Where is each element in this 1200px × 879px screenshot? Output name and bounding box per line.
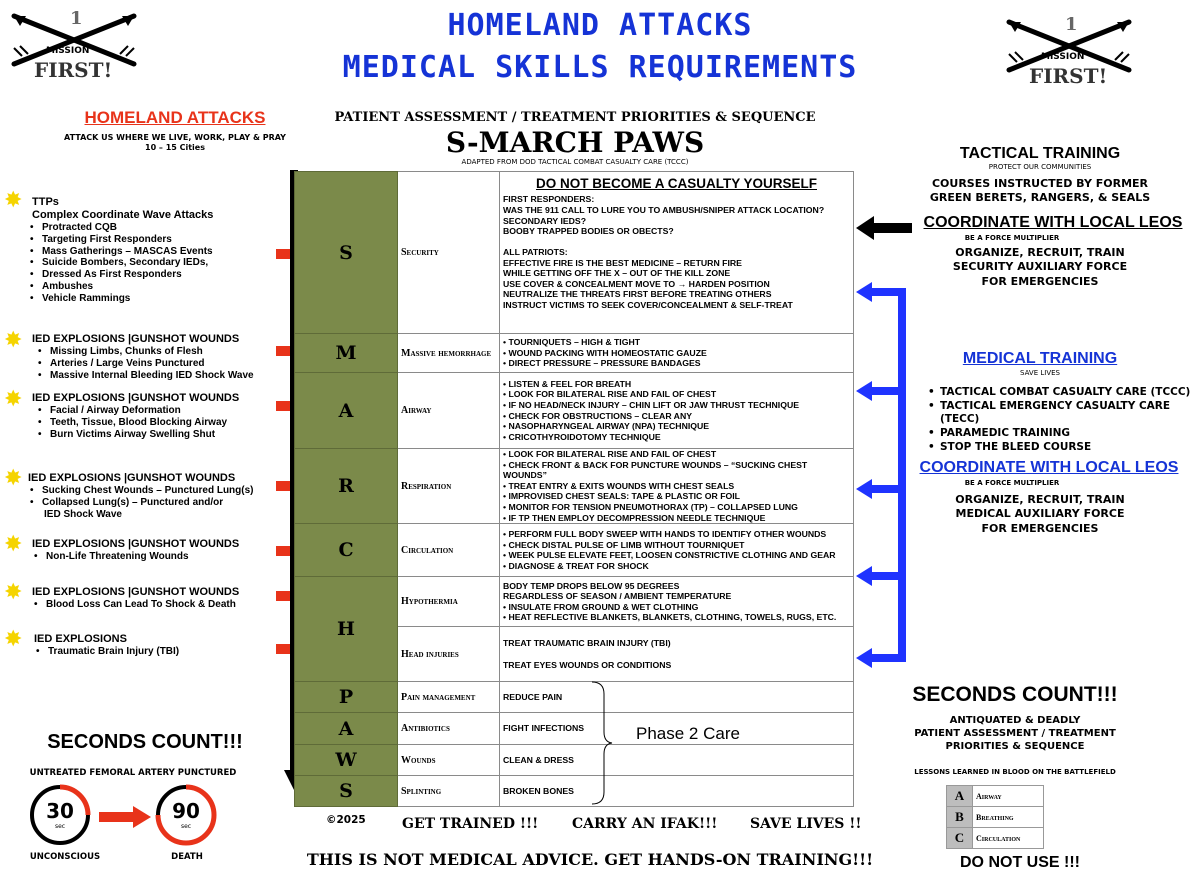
list-item: • Collapsed Lung(s) – Punctured and/or	[42, 497, 254, 509]
coord2-sub: BE A FORCE MULTIPLIER	[964, 479, 1060, 487]
injury-group: IED EXPLOSIONS |GUNSHOT WOUNDS • Missing Limbs, Chunks of Flesh • Arteries / Large Veins Punctured • Massive Internal Bleeding IED Shock Wave	[32, 333, 254, 381]
list-item: • Sucking Chest Wounds – Punctured Lung(s)	[42, 485, 254, 497]
disclaimer: THIS IS NOT MEDICAL ADVICE. GET HANDS-ON TRAINING!!!	[306, 850, 874, 869]
starburst-icon: ✸	[4, 466, 23, 491]
copyright: ©2025	[326, 814, 366, 826]
title-line-1: HOMELAND ATTACKS	[447, 8, 753, 43]
do-not-use: DO NOT USE !!!	[960, 854, 1080, 871]
starburst-icon: ✸	[4, 188, 23, 213]
tactical-title: TACTICAL TRAINING	[959, 145, 1121, 162]
starburst-icon: ✸	[4, 328, 23, 353]
medical-sub: SAVE LIVES	[1020, 369, 1060, 377]
carry-ifak: CARRY AN IFAK!!!	[572, 816, 718, 832]
ttps-block: TTPs Complex Coordinate Wave Attacks • Protracted CQB • Targeting First Responders • Mass Gatherings – MASCAS Events • Suicide Bombers, Secondary IEDs, • Dressed As First Responders • Ambushes • Vehicle Rammings	[32, 196, 213, 305]
list-item: • Suicide Bombers, Secondary IEDs,	[42, 257, 213, 269]
mission-first-logo-right: 1 MISSION FIRST!	[1003, 12, 1143, 94]
coord1-title: COORDINATE WITH LOCAL LEOS	[923, 214, 1183, 231]
list-item: • TACTICAL COMBAT CASUALTY CARE (TCCC)	[940, 386, 1200, 400]
injury-group: IED EXPLOSIONS |GUNSHOT WOUNDS • Facial / Airway Deformation • Teeth, Tissue, Blood Blocking Airway • Burn Victims Airway Swelling Shut	[32, 392, 239, 440]
coord1-desc: ORGANIZE, RECRUIT, TRAIN SECURITY AUXILIARY FORCE FOR EMERGENCIES	[952, 246, 1128, 288]
stopwatch-90-icon: 90 sec	[154, 783, 218, 847]
adapted-note: ADAPTED FROM DOD TACTICAL COMBAT CASUALTY CARE (TCCC)	[461, 158, 689, 166]
blue-bracket-arrows-icon	[856, 280, 912, 672]
medical-title: MEDICAL TRAINING	[962, 350, 1118, 367]
tactical-sub: PROTECT OUR COMMUNITIES	[988, 163, 1092, 171]
list-item: • PARAMEDIC TRAINING	[940, 427, 1200, 441]
get-trained: GET TRAINED !!!	[402, 816, 539, 832]
title-line-2: MEDICAL SKILLS REQUIREMENTS	[342, 50, 858, 85]
list-item: • Arteries / Large Veins Punctured	[50, 358, 254, 370]
center-subtitle: PATIENT ASSESSMENT / TREATMENT PRIORITIES & SEQUENCE	[334, 110, 816, 125]
abc-table	[946, 785, 1044, 849]
black-arrow-icon	[856, 216, 912, 240]
tactical-desc: COURSES INSTRUCTED BY FORMER GREEN BERETS, RANGERS, & SEALS	[929, 177, 1151, 205]
mission-first-logo-left: 1 MISSION FIRST!	[8, 6, 148, 88]
phase2-label: Phase 2 Care	[636, 724, 740, 743]
unconscious-label: UNCONSCIOUS	[29, 852, 101, 862]
list-item: • Blood Loss Can Lead To Shock & Death	[46, 599, 239, 611]
seconds-count-right: SECONDS COUNT!!!	[912, 683, 1118, 706]
starburst-icon: ✸	[4, 387, 23, 412]
starburst-icon: ✸	[4, 627, 23, 652]
brace-icon	[590, 680, 614, 806]
table-row: A Airway • LISTEN & FEEL FOR BREATH • LOOK FOR BILATERAL RISE AND FAIL OF CHEST • IF NO HEAD/NECK INJURY – CHIN LIFT OR JAW THRUST TECHNIQUE • CHECK FOR OBSTRUCTIONS – CLEAR ANY • NASOPHARYNGEAL AIRWAY (NPA) TECHNIQUE • CRICOTHYROIDOTOMY TECHNIQUE	[295, 373, 854, 449]
table-row: A Airway	[947, 786, 1044, 807]
list-item: • Dressed As First Responders	[42, 269, 213, 281]
red-arrow-icon	[99, 806, 151, 828]
coord2-title: COORDINATE WITH LOCAL LEOS	[919, 459, 1179, 476]
acronym-title: S-MARCH PAWS	[445, 126, 705, 159]
injury-group: IED EXPLOSIONS |GUNSHOT WOUNDS • Sucking Chest Wounds – Punctured Lung(s) • Collapsed Lung(s) – Punctured and/or IED Shock Wave	[28, 472, 254, 520]
table-row: S Security DO NOT BECOME A CASUALTY YOURSELF FIRST RESPONDERS: WAS THE 911 CALL TO LURE YOU TO AMBUSH/SNIPER ATTACK LOCATION? SECONDARY IEDS? BOOBY TRAPPED BODIES OR OBECTS? ALL PATRIOTS: EFFECTIVE FIRE IS THE BEST MEDICINE – RETURN FIRE WHILE GETTING OFF THE X – OUT OF THE KILL ZONE USE COVER & CONCEALMENT MOVE TO → HARDEN POSITION NEUTRALIZE THE THREATS FIRST BEFORE TREATING OTHERS INSTRUCT VICTIMS TO SEEK COVER/CONCEALMENT & SELF-TREAT	[295, 172, 854, 334]
table-row: C Circulation	[947, 828, 1044, 849]
list-item: • Targeting First Responders	[42, 234, 213, 246]
injury-group: IED EXPLOSIONS |GUNSHOT WOUNDS • Blood Loss Can Lead To Shock & Death	[32, 586, 239, 611]
seconds-count-left: SECONDS COUNT!!!	[47, 731, 243, 753]
starburst-icon: ✸	[4, 580, 23, 605]
starburst-icon: ✸	[4, 532, 23, 557]
injury-group: IED EXPLOSIONS |GUNSHOT WOUNDS • Non-Life Threatening Wounds	[32, 538, 239, 563]
list-item: • TACTICAL EMERGENCY CASUALTY CARE (TECC)	[940, 400, 1200, 427]
save-lives: SAVE LIVES !!	[750, 816, 862, 832]
table-row: Head injuries TREAT TRAUMATIC BRAIN INJURY (TBI) TREAT EYES WOUNDS OR CONDITIONS	[295, 627, 854, 682]
list-item: • Ambushes	[42, 281, 213, 293]
lessons-learned: LESSONS LEARNED IN BLOOD ON THE BATTLEFIELD	[914, 768, 1116, 776]
table-row: A Antibiotics FIGHT INFECTIONS	[295, 713, 854, 745]
medical-list	[926, 386, 1200, 454]
casualty-banner: DO NOT BECOME A CASUALTY YOURSELF	[535, 176, 817, 191]
list-item: • Facial / Airway Deformation	[50, 405, 239, 417]
list-item: • Burn Victims Airway Swelling Shut	[50, 429, 239, 441]
list-item: • Vehicle Rammings	[42, 293, 213, 305]
list-item: • Non-Life Threatening Wounds	[46, 551, 239, 563]
list-item: • Traumatic Brain Injury (TBI)	[48, 646, 179, 658]
coord2-desc: ORGANIZE, RECRUIT, TRAIN MEDICAL AUXILIARY FORCE FOR EMERGENCIES	[955, 493, 1125, 535]
antiquated-text: ANTIQUATED & DEADLY PATIENT ASSESSMENT / TREATMENT PRIORITIES & SEQUENCE	[914, 715, 1116, 752]
table-row: W Wounds CLEAN & DRESS	[295, 745, 854, 776]
table-row: H Hypothermia BODY TEMP DROPS BELOW 95 DEGREES REGARDLESS OF SEASON / AMBIENT TEMPERATURE • INSULATE FROM GROUND & WET CLOTHING • HEAT REFLECTIVE BLANKETS, BLANKETS, CLOTHING, TOWELS, RUGS, ETC.	[295, 577, 854, 627]
smarch-table	[294, 171, 854, 807]
list-item: • Missing Limbs, Chunks of Flesh	[50, 346, 254, 358]
table-row: R Respiration • LOOK FOR BILATERAL RISE AND FAIL OF CHEST • CHECK FRONT & BACK FOR PUNCTURE WOUNDS – “SUCKING CHEST WOUNDS” • TREAT ENTRY & EXITS WOUNDS WITH CHEST SEALS • IMPROVISED CHEST SEALS: TAPE & PLASTIC OR FOIL • MONITOR FOR TENSION PNEUMOTHORAX (TP) – COLLAPSED LUNG • IF TP THEN EMPLOY DECOMPRESSION NEEDLE TECHNIQUE	[295, 449, 854, 524]
left-cities: 10 – 15 Cities	[145, 143, 205, 152]
death-label: DEATH	[171, 852, 203, 862]
list-item: • Mass Gatherings – MASCAS Events	[42, 246, 213, 258]
injury-group: IED EXPLOSIONS • Traumatic Brain Injury (TBI)	[34, 633, 179, 658]
list-item: • Protracted CQB	[42, 222, 213, 234]
table-row: S Splinting BROKEN BONES	[295, 776, 854, 807]
femoral-text: UNTREATED FEMORAL ARTERY PUNCTURED	[29, 768, 237, 778]
stopwatch-30-icon: 30 sec	[28, 783, 92, 847]
table-row: P Pain management REDUCE PAIN	[295, 682, 854, 713]
list-item: • Teeth, Tissue, Blood Blocking Airway	[50, 417, 239, 429]
left-heading: HOMELAND ATTACKS	[84, 108, 266, 127]
left-subheading: ATTACK US WHERE WE LIVE, WORK, PLAY & PRAY	[64, 133, 286, 142]
table-row: C Circulation • PERFORM FULL BODY SWEEP WITH HANDS TO IDENTIFY OTHER WOUNDS • CHECK DISTAL PULSE OF LIMB WITHOUT TOURNIQUET • WEEK PULSE ELEVATE FEET, LOOSEN CONSTRICTIVE CLOTHING AND GEAR • DIAGNOSE & TREAT FOR SHOCK	[295, 524, 854, 577]
table-row: M Massive hemorrhage • TOURNIQUETS – HIGH & TIGHT • WOUND PACKING WITH HOMEOSTATIC GAUZE • DIRECT PRESSURE – PRESSURE BANDAGES	[295, 334, 854, 373]
list-item: • Massive Internal Bleeding IED Shock Wave	[50, 370, 254, 382]
list-item: • STOP THE BLEED COURSE	[940, 441, 1200, 455]
coord1-sub: BE A FORCE MULTIPLIER	[964, 234, 1060, 242]
table-row: B Breathing	[947, 807, 1044, 828]
